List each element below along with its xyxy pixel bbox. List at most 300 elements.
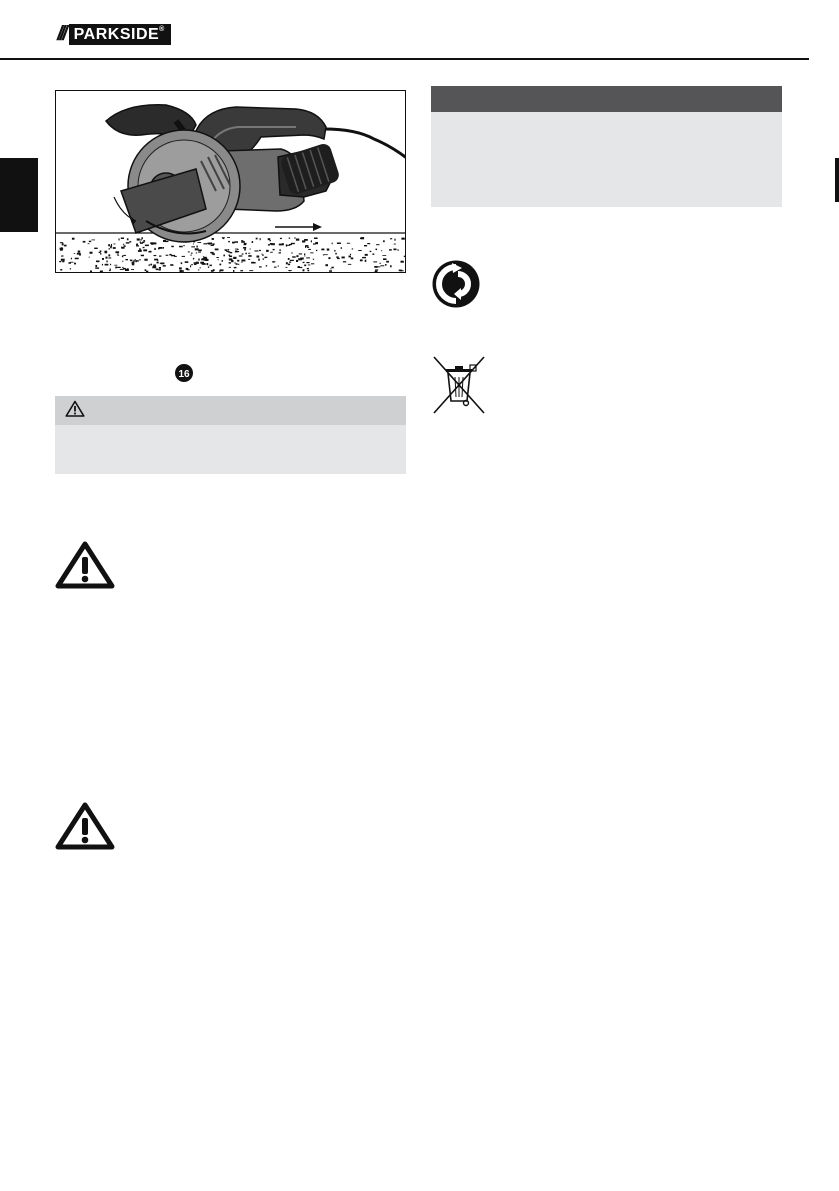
wall-speckle — [216, 257, 218, 258]
logo-slashes: /// — [57, 22, 65, 45]
wall-speckle — [117, 255, 119, 256]
wall-speckle — [316, 250, 317, 251]
wall-speckle — [117, 254, 119, 255]
wall-speckle — [401, 238, 404, 240]
wall-speckle — [154, 259, 158, 261]
wall-speckle — [198, 250, 202, 252]
wall-speckle — [208, 243, 212, 245]
wall-speckle — [74, 253, 75, 254]
wall-speckle — [260, 238, 261, 240]
wall-speckle — [279, 244, 282, 246]
wall-speckle — [337, 258, 340, 259]
wall-speckle — [261, 254, 262, 255]
wall-speckle — [241, 262, 243, 263]
wall-speckle — [380, 265, 384, 266]
wall-speckle — [165, 241, 169, 242]
tool-illustration — [55, 90, 406, 273]
wall-speckle — [146, 271, 148, 273]
wall-speckle — [265, 257, 268, 258]
wall-speckle — [171, 246, 174, 248]
wall-speckle — [365, 260, 367, 262]
wall-speckle — [390, 265, 392, 267]
wall-speckle — [360, 238, 364, 239]
wall-speckle — [140, 250, 142, 252]
warning-triangle-icon — [54, 801, 116, 851]
wall-speckle — [143, 240, 145, 242]
wall-speckle — [159, 267, 161, 269]
wall-speckle — [182, 256, 185, 257]
wall-speckle — [197, 242, 201, 243]
wall-speckle — [114, 265, 117, 266]
wall-speckle — [229, 258, 233, 260]
wall-speckle — [215, 249, 219, 251]
note-box-body — [431, 112, 782, 207]
wall-speckle — [259, 266, 262, 267]
wall-speckle — [123, 268, 126, 270]
wall-speckle — [307, 268, 309, 269]
wall-speckle — [232, 242, 234, 244]
wall-speckle — [241, 240, 243, 241]
wall-speckle — [193, 259, 194, 260]
wall-speckle — [242, 260, 246, 262]
wall-speckle — [113, 247, 116, 249]
wall-speckle — [322, 249, 324, 250]
wall-speckle — [100, 253, 101, 255]
wall-speckle — [94, 248, 98, 249]
wall-speckle — [291, 243, 295, 244]
wall-speckle — [235, 251, 238, 253]
wall-speckle — [375, 271, 378, 273]
wall-speckle — [211, 245, 214, 246]
wall-speckle — [109, 270, 111, 271]
wall-speckle — [95, 265, 97, 267]
wall-speckle — [143, 249, 147, 251]
wall-speckle — [89, 257, 90, 258]
wall-speckle — [394, 244, 396, 245]
wall-speckle — [329, 270, 332, 272]
wall-speckle — [288, 258, 290, 260]
wall-speckle — [96, 261, 100, 263]
wall-speckle — [61, 259, 65, 261]
wall-speckle — [233, 270, 234, 272]
wall-speckle — [188, 251, 190, 252]
wall-speckle — [225, 249, 228, 251]
logo-text: PARKSIDE — [73, 25, 160, 43]
wall-speckle — [122, 267, 123, 268]
wall-speckle — [257, 256, 260, 258]
wall-speckle — [125, 259, 128, 260]
wall-speckle — [282, 243, 284, 245]
wall-speckle — [272, 261, 275, 262]
wall-speckle — [77, 253, 81, 255]
wall-speckle — [70, 262, 74, 263]
note-box-header — [431, 86, 782, 112]
wall-speckle — [159, 247, 163, 249]
wall-speckle — [198, 259, 199, 261]
wall-speckle — [233, 257, 236, 259]
wall-speckle — [273, 249, 275, 250]
wall-speckle — [78, 251, 81, 253]
warning-box-body — [55, 425, 406, 474]
wall-speckle — [142, 242, 144, 244]
wall-speckle — [100, 251, 102, 253]
wall-speckle — [248, 259, 250, 260]
wall-speckle — [60, 269, 62, 270]
wall-speckle — [100, 271, 103, 273]
wall-speckle — [161, 263, 165, 265]
warning-box-header — [55, 396, 406, 425]
wall-speckle — [308, 270, 310, 272]
wall-speckle — [280, 249, 281, 251]
wall-speckle — [248, 255, 251, 257]
wall-speckle — [204, 243, 208, 244]
wall-speckle — [304, 265, 306, 267]
wall-speckle — [259, 250, 261, 251]
wall-speckle — [335, 253, 337, 255]
wall-speckle — [351, 258, 354, 260]
wall-speckle — [200, 267, 201, 268]
wall-speckle — [179, 267, 182, 269]
wall-speckle — [274, 267, 277, 268]
wall-speckle — [108, 254, 110, 256]
wall-speckle — [130, 260, 133, 262]
wall-speckle — [122, 261, 124, 262]
wall-speckle — [234, 267, 237, 268]
wall-speckle — [305, 246, 306, 248]
brand-logo — [57, 23, 171, 45]
wall-speckle — [83, 241, 86, 243]
warning-triangle-icon — [65, 400, 85, 422]
wall-speckle — [399, 270, 402, 272]
wall-speckle — [228, 241, 230, 242]
wall-speckle — [110, 264, 111, 265]
wall-speckle — [249, 270, 253, 271]
wall-speckle — [137, 238, 140, 240]
wall-speckle — [88, 243, 90, 244]
wall-speckle — [61, 256, 63, 257]
wall-speckle — [237, 260, 239, 262]
wall-speckle — [121, 247, 124, 249]
wall-speckle — [393, 249, 396, 251]
note-box — [431, 86, 782, 207]
wall-speckle — [331, 267, 333, 269]
wall-speckle — [234, 241, 238, 243]
wall-speckle — [315, 243, 318, 244]
wall-speckle — [256, 238, 258, 240]
wall-speckle — [382, 255, 386, 256]
wall-speckle — [135, 259, 136, 260]
wall-speckle — [191, 246, 195, 247]
wall-speckle — [60, 250, 63, 251]
wall-speckle — [390, 238, 392, 239]
wall-speckle — [228, 249, 230, 250]
wall-speckle — [397, 250, 399, 251]
wall-speckle — [315, 242, 318, 244]
wall-speckle — [311, 263, 314, 264]
wall-speckle — [123, 244, 124, 245]
wall-speckle — [181, 262, 183, 264]
wall-speckle — [163, 247, 164, 249]
wall-chaser-drawing — [56, 91, 406, 273]
wall-speckle — [342, 257, 345, 259]
wall-speckle — [376, 244, 379, 245]
wall-speckle — [304, 255, 305, 256]
wall-speckle — [310, 252, 313, 253]
wall-speckle — [286, 267, 288, 268]
wall-speckle — [191, 253, 193, 254]
wall-speckle — [90, 252, 93, 254]
wall-speckle — [367, 243, 370, 244]
wall-texture — [59, 237, 406, 273]
wall-speckle — [207, 263, 208, 265]
wall-speckle — [149, 251, 151, 252]
wall-speckle — [198, 251, 201, 252]
wall-speckle — [151, 243, 153, 245]
wall-speckle — [106, 261, 107, 263]
wall-speckle — [242, 254, 244, 255]
wall-speckle — [196, 262, 199, 264]
wall-speckle — [304, 239, 308, 241]
wall-speckle — [341, 247, 342, 249]
wall-speckle — [92, 240, 96, 241]
wall-speckle — [268, 244, 270, 245]
wall-speckle — [347, 243, 350, 244]
wall-speckle — [61, 247, 63, 248]
wall-speckle — [195, 248, 199, 250]
wall-speckle — [349, 256, 352, 258]
wall-speckle — [179, 246, 183, 248]
wall-speckle — [294, 238, 296, 239]
wall-speckle — [143, 247, 145, 248]
wall-speckle — [328, 257, 330, 259]
wall-speckle — [304, 254, 305, 256]
logo-registered-mark: ® — [159, 25, 165, 33]
wall-speckle — [380, 263, 381, 264]
wall-speckle — [117, 267, 120, 268]
wall-speckle — [238, 264, 240, 265]
wall-speckle — [121, 238, 124, 240]
wall-speckle — [79, 254, 81, 255]
logo-wordmark — [69, 24, 171, 45]
wall-speckle — [289, 270, 290, 271]
wall-speckle — [262, 254, 263, 256]
wall-speckle — [289, 244, 292, 245]
wall-speckle — [166, 255, 169, 256]
wall-speckle — [208, 266, 209, 268]
wall-speckle — [255, 250, 259, 251]
wall-speckle — [106, 257, 108, 259]
wall-speckle — [157, 262, 159, 264]
wall-speckle — [298, 258, 302, 260]
wall-speckle — [196, 246, 197, 248]
wall-speckle — [171, 255, 175, 256]
wall-speckle — [299, 253, 302, 254]
wall-speckle — [308, 249, 311, 250]
wall-speckle — [141, 255, 144, 257]
wall-speckle — [104, 251, 107, 252]
wall-speckle — [150, 264, 152, 266]
wall-speckle — [270, 252, 273, 253]
wall-speckle — [394, 239, 395, 241]
green-dot-recycling-icon — [432, 260, 480, 308]
wall-speckle — [296, 255, 298, 257]
wall-speckle — [158, 269, 161, 270]
wall-speckle — [136, 260, 139, 261]
wall-speckle — [278, 266, 279, 267]
wall-speckle — [296, 239, 298, 240]
wall-speckle — [404, 256, 406, 257]
wall-speckle — [389, 249, 392, 250]
wall-speckle — [183, 245, 185, 246]
wall-speckle — [140, 241, 141, 242]
wall-speckle — [212, 238, 214, 240]
wall-speckle — [374, 266, 378, 268]
wall-speckle — [139, 259, 140, 260]
wall-speckle — [223, 238, 225, 240]
wall-speckle — [62, 243, 64, 245]
wall-speckle — [205, 259, 209, 261]
wall-speckle — [212, 253, 215, 254]
wall-speckle — [212, 243, 214, 245]
wall-speckle — [115, 267, 117, 269]
wall-speckle — [243, 247, 246, 249]
wall-speckle — [286, 262, 288, 264]
wall-speckle — [385, 264, 387, 266]
wall-speckle — [89, 241, 91, 242]
wall-speckle — [105, 252, 107, 253]
wall-speckle — [137, 244, 138, 246]
wall-speckle — [386, 261, 389, 263]
wall-speckle — [154, 248, 156, 250]
wall-speckle — [196, 252, 197, 253]
wall-speckle — [286, 244, 287, 246]
wall-speckle — [74, 263, 76, 265]
wall-speckle — [381, 250, 382, 251]
wall-speckle — [123, 255, 126, 256]
wall-speckle — [198, 269, 199, 270]
wall-speckle — [102, 264, 103, 266]
wall-speckle — [401, 261, 404, 263]
wall-speckle — [64, 245, 67, 247]
wall-speckle — [60, 242, 63, 243]
wall-speckle — [372, 254, 374, 255]
wall-speckle — [122, 255, 123, 257]
wall-speckle — [218, 259, 219, 260]
wall-speckle — [330, 269, 331, 270]
wall-speckle — [348, 264, 351, 265]
wall-speckle — [366, 245, 368, 246]
wall-speckle — [358, 250, 361, 251]
reference-number: 16 — [178, 369, 190, 380]
wall-speckle — [375, 269, 378, 270]
wall-speckle — [90, 271, 92, 273]
wall-speckle — [289, 238, 290, 239]
section-tab-marker — [0, 158, 38, 232]
wall-speckle — [108, 257, 111, 258]
wall-speckle — [268, 238, 271, 240]
wall-speckle — [323, 254, 324, 255]
wall-speckle — [239, 255, 243, 256]
wall-speckle — [70, 268, 71, 270]
wall-speckle — [131, 269, 134, 270]
wall-speckle — [240, 270, 243, 271]
wall-speckle — [136, 245, 139, 246]
wall-speckle — [245, 253, 247, 255]
wall-speckle — [352, 248, 353, 249]
wall-speckle — [376, 249, 378, 251]
wall-speckle — [115, 251, 119, 253]
wall-speckle — [234, 263, 236, 264]
wall-speckle — [95, 267, 99, 268]
wall-speckle — [362, 257, 366, 258]
wall-speckle — [154, 255, 157, 256]
wall-speckle — [114, 244, 116, 245]
wall-speckle — [105, 264, 109, 266]
wall-speckle — [296, 260, 298, 262]
wall-speckle — [202, 258, 206, 259]
wall-speckle — [200, 262, 204, 264]
wall-speckle — [290, 260, 294, 261]
wall-speckle — [266, 265, 268, 266]
wall-speckle — [289, 262, 291, 263]
wall-speckle — [110, 269, 111, 271]
wall-speckle — [263, 258, 264, 259]
wall-speckle — [170, 264, 173, 265]
wall-speckle — [313, 259, 314, 260]
wall-speckle — [149, 264, 150, 266]
wall-speckle — [227, 237, 230, 238]
wall-speckle — [132, 262, 135, 264]
wall-speckle — [72, 238, 75, 240]
wall-speckle — [303, 262, 305, 263]
wall-speckle — [271, 243, 275, 245]
wall-speckle — [229, 267, 231, 268]
wall-speckle — [109, 248, 110, 249]
wall-speckle — [244, 243, 247, 245]
wall-speckle — [332, 243, 333, 245]
wall-speckle — [126, 242, 130, 243]
wall-speckle — [314, 238, 318, 240]
wall-speckle — [324, 254, 328, 255]
edge-marker — [835, 158, 839, 202]
wall-speckle — [119, 238, 120, 240]
wall-speckle — [373, 261, 377, 262]
wall-speckle — [325, 264, 328, 266]
wall-speckle — [228, 251, 230, 252]
wall-speckle — [370, 251, 372, 252]
wall-speckle — [343, 261, 346, 262]
crossed-out-bin-icon — [430, 355, 488, 415]
wall-speckle — [229, 255, 231, 257]
wall-speckle — [251, 262, 254, 264]
wall-speckle — [223, 255, 225, 257]
wall-speckle — [252, 241, 254, 243]
wall-speckle — [220, 269, 224, 271]
wall-speckle — [102, 258, 104, 260]
wall-speckle — [222, 260, 223, 262]
wall-speckle — [62, 261, 64, 262]
wall-speckle — [185, 261, 189, 263]
wall-speckle — [288, 264, 290, 266]
wall-speckle — [153, 265, 156, 267]
wall-speckle — [59, 261, 61, 262]
wall-speckle — [248, 253, 250, 254]
wall-speckle — [303, 269, 305, 271]
wall-speckle — [141, 237, 143, 239]
wall-speckle — [132, 264, 135, 266]
wall-speckle — [144, 259, 147, 261]
wall-speckle — [270, 240, 271, 241]
